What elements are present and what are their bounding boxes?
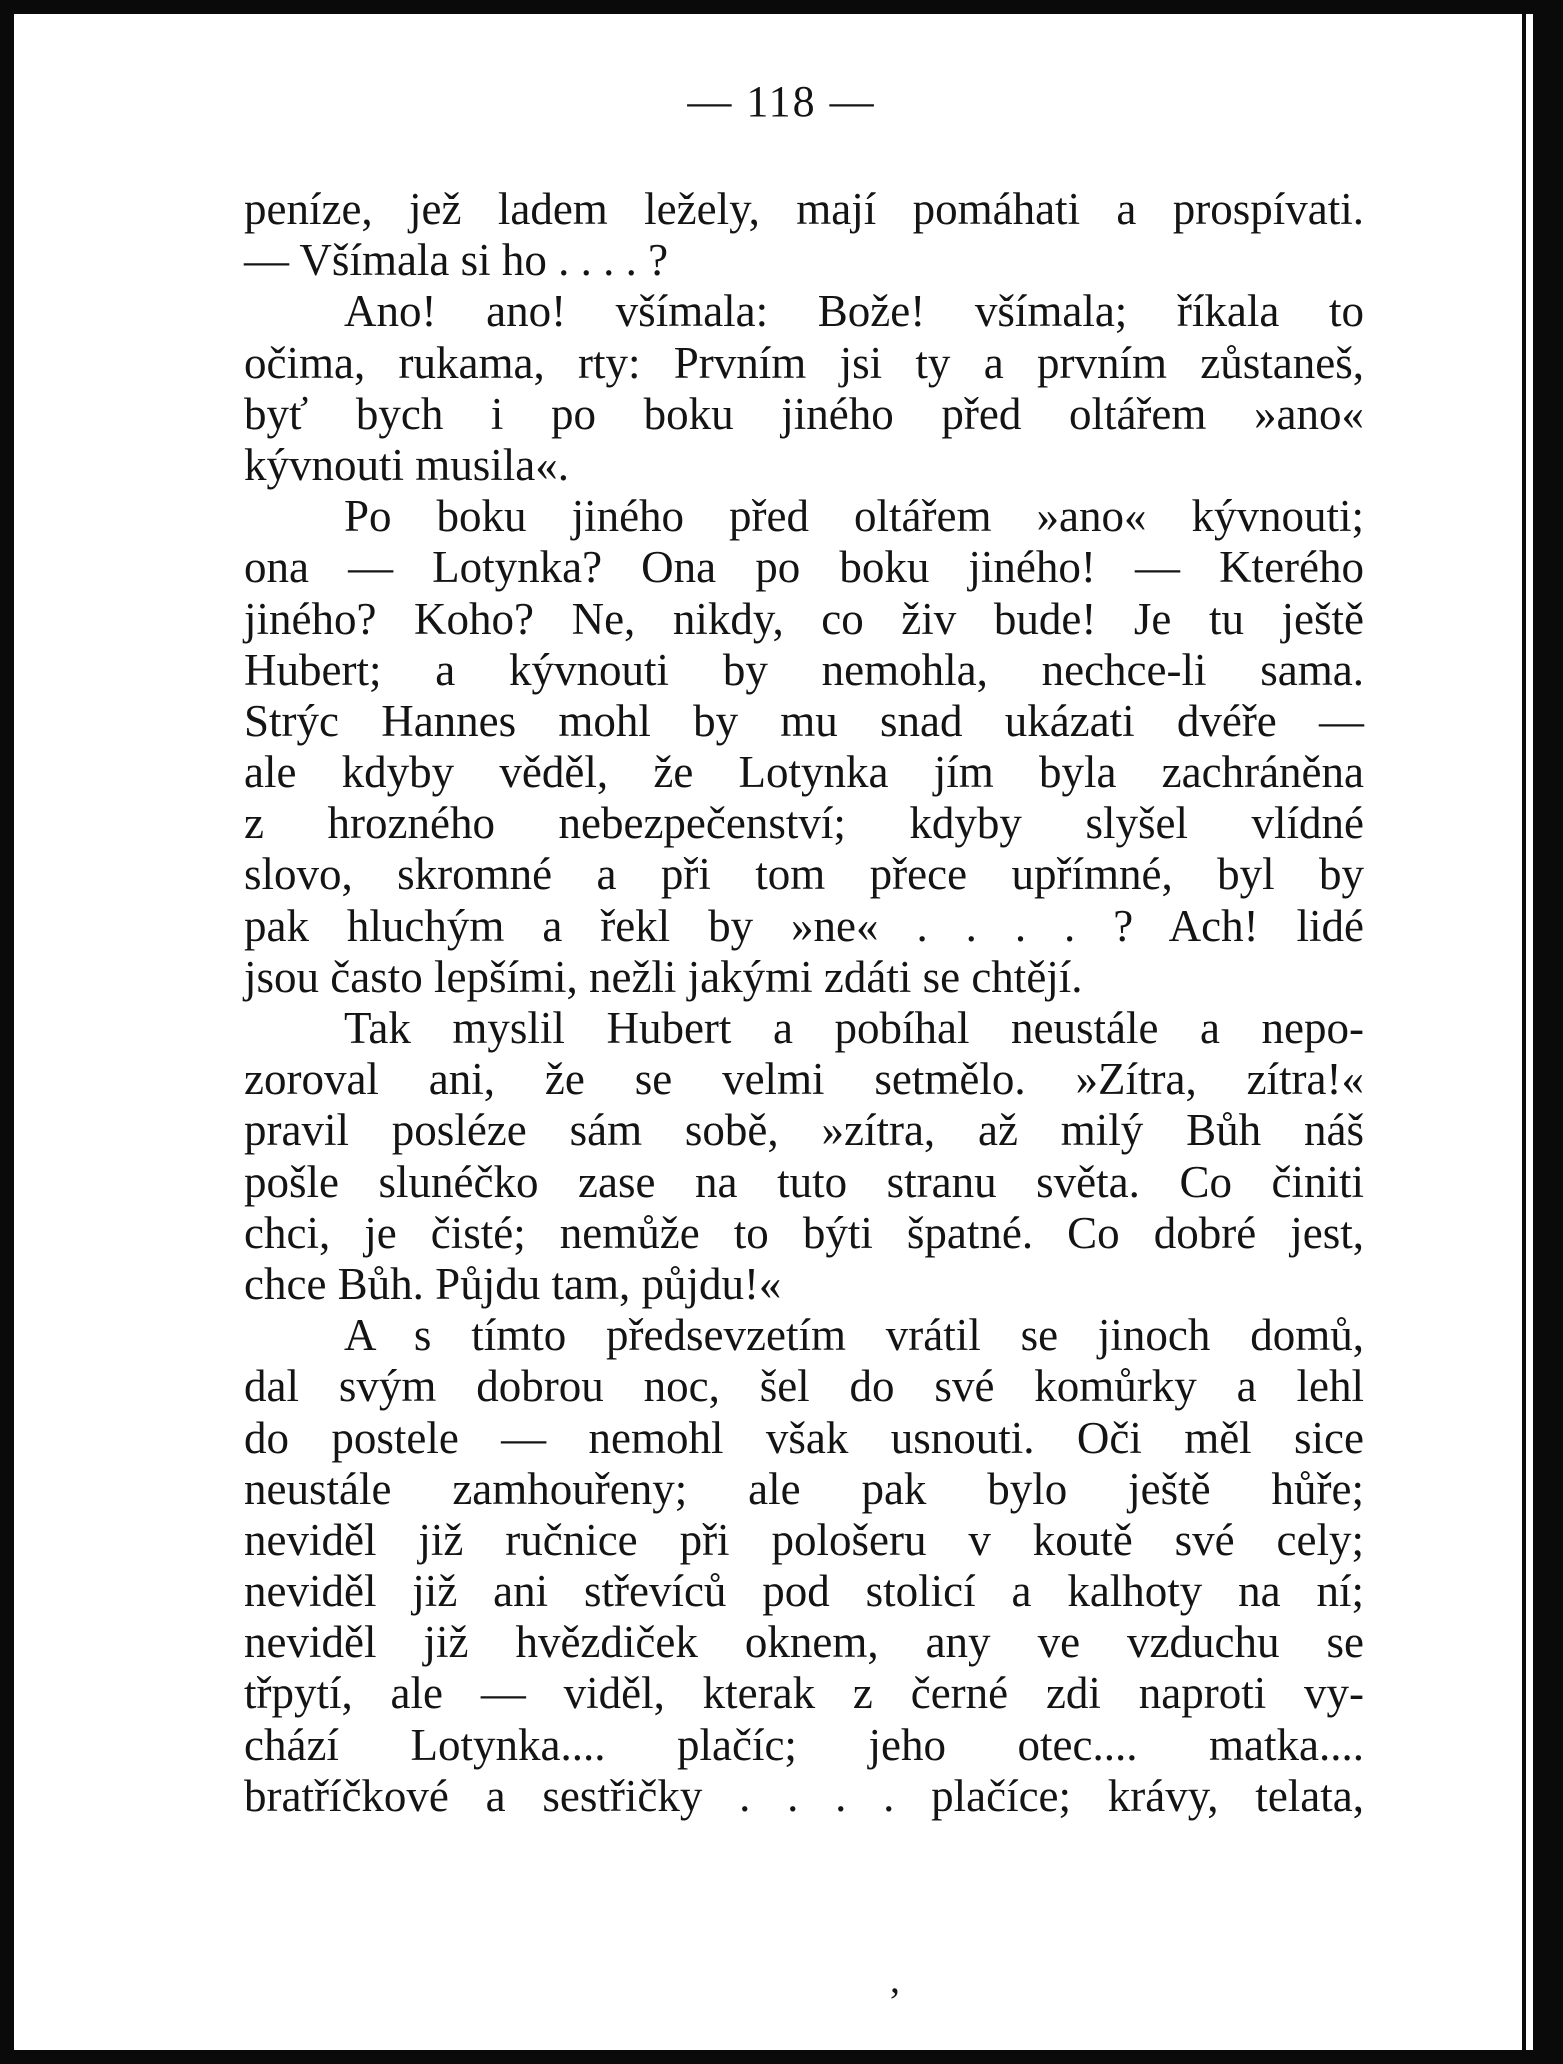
text-line: byť bych i po boku jiného před oltářem »ano« — [244, 388, 1364, 439]
text-line: Po boku jiného před oltářem »ano« kývnouti; — [344, 491, 1364, 542]
scan-border-right-inner — [1522, 0, 1526, 2064]
scan-border-right — [1533, 0, 1563, 2064]
text-line: Hubert; a kývnouti by nemohla, nechce-li sama. — [244, 644, 1364, 695]
text-line: dal svým dobrou noc, šel do své komůrky a lehl — [244, 1361, 1364, 1412]
text-line: neustále zamhouřeny; ale pak bylo ještě hůře; — [244, 1463, 1364, 1514]
text-line: Ano! ano! všímala: Bože! všímala; říkala to — [344, 286, 1364, 337]
scan-border-bottom — [0, 2050, 1563, 2064]
text-line: neviděl již ručnice při pološeru v koutě své cely; — [244, 1514, 1364, 1565]
text-line: ona — Lotynka? Ona po boku jiného! — Kterého — [244, 542, 1364, 593]
scan-border-top — [0, 0, 1563, 14]
paragraph — [244, 1003, 1364, 1310]
text-line: A s tímto předsevzetím vrátil se jinoch domů, — [344, 1310, 1364, 1361]
text-line: pak hluchým a řekl by »ne« . . . . ? Ach! lidé — [244, 900, 1364, 951]
text-line: neviděl již ani střevíců pod stolicí a kalhoty na ní; — [244, 1566, 1364, 1617]
text-line: Tak myslil Hubert a pobíhal neustále a nepo- — [344, 1003, 1364, 1053]
text-line: třpytí, ale — viděl, kterak z černé zdi naproti vy- — [244, 1668, 1364, 1719]
text-line: chci, je čisté; nemůže to býti špatné. Co dobré jest, — [244, 1207, 1364, 1258]
text-line: slovo, skromné a při tom přece upřímné, byl by — [244, 849, 1364, 900]
text-line: jsou často lepšími, nežli jakými zdáti se chtějí. — [244, 951, 1083, 1002]
text-line: peníze, jež ladem ležely, mají pomáhati a prospívati. — [244, 184, 1364, 234]
text-line: pošle slunéčko zase na tuto stranu světa. Co činiti — [244, 1156, 1364, 1207]
paragraph — [244, 286, 1364, 491]
text-line: Strýc Hannes mohl by mu snad ukázati dvéře — — [244, 695, 1364, 746]
text-line: do postele — nemohl však usnouti. Oči měl sice — [244, 1412, 1364, 1463]
text-line: — Všímala si ho . . . . ? — [244, 235, 669, 286]
text-line: zoroval ani, že se velmi setmělo. »Zítra, zítra!« — [244, 1054, 1364, 1105]
text-line: jiného? Koho? Ne, nikdy, co živ bude! Je tu ještě — [244, 593, 1364, 644]
text-line: bratříčkové a sestřičky . . . . plačíce; krávy, telata, — [244, 1770, 1364, 1821]
text-line: kývnouti musila«. — [244, 439, 569, 490]
scan-border-left — [0, 0, 14, 2064]
page-text — [244, 184, 1364, 1822]
paragraph — [244, 1310, 1364, 1822]
paragraph — [244, 184, 1364, 286]
stray-mark: ’ — [888, 1979, 902, 2024]
page-number: — 118 — — [687, 77, 876, 126]
paragraph — [244, 491, 1364, 1003]
text-line: z hrozného nebezpečenství; kdyby slyšel vlídné — [244, 798, 1364, 849]
text-line: neviděl již hvězdiček oknem, any ve vzduchu se — [244, 1617, 1364, 1668]
text-line: očima, rukama, rty: Prvním jsi ty a prvním zůstaneš, — [244, 337, 1364, 388]
text-line: pravil posléze sám sobě, »zítra, až milý Bůh náš — [244, 1105, 1364, 1156]
text-line: chce Bůh. Půjdu tam, půjdu!« — [244, 1258, 782, 1309]
text-line: chází Lotynka.... plačíc; jeho otec.... matka.... — [244, 1719, 1364, 1770]
text-line: ale kdyby věděl, že Lotynka jím byla zachráněna — [244, 747, 1364, 798]
